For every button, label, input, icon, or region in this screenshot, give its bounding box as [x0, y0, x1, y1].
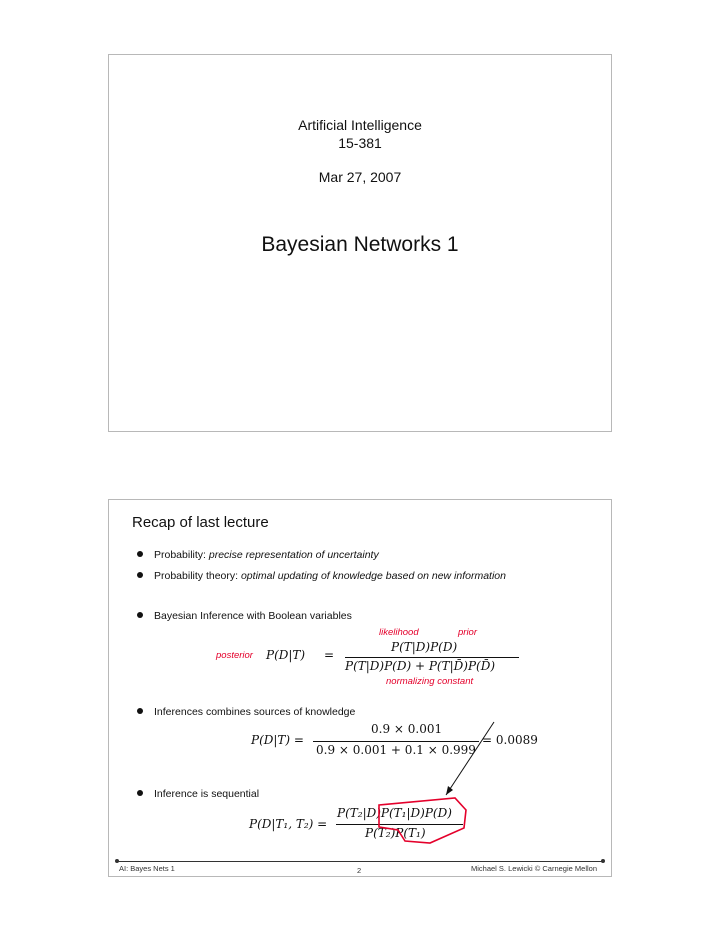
prior-label: prior [458, 627, 478, 638]
eq2-numerator: 0.9 × 0.001 [371, 722, 443, 736]
highlight-outline [379, 798, 466, 843]
eq1-numerator: P(T|D)P(D) [391, 640, 458, 654]
eq3-denominator: P(T₂)P(T₁) [365, 826, 426, 840]
arrow-line [446, 722, 494, 795]
eq1-equals: = [324, 648, 335, 662]
slide-title: Bayesian Networks 1 [261, 233, 459, 256]
title-slide [108, 54, 612, 432]
bullet-probability: Probability: precise representation of uncertainty [137, 549, 379, 561]
footer-rule [117, 861, 603, 862]
arrow-head-icon [446, 786, 453, 795]
footer-right: Michael S. Lewicki © Carnegie Mellon [471, 864, 597, 873]
footer-dot-right [601, 859, 605, 863]
eq1-denominator: P(T|D)P(D) + P(T|D̄)P(D̄) [345, 659, 496, 673]
bullet-probability-theory: Probability theory: optimal updating of knowledge based on new information [137, 570, 506, 582]
bullet-sequential: Inference is sequential [137, 788, 259, 800]
course-number: 15-381 [338, 135, 382, 151]
recap-slide [108, 499, 612, 877]
eq2-lhs: P(D|T) = [251, 733, 304, 747]
page-number: 2 [357, 866, 362, 875]
eq2-result: = 0.0089 [482, 733, 538, 747]
lecture-date: Mar 27, 2007 [318, 169, 402, 185]
eq2-denominator: 0.9 × 0.001 + 0.1 × 0.999 [316, 743, 476, 757]
eq3-lhs: P(D|T₁, T₂) = [249, 817, 328, 831]
annotation-overlay [109, 500, 613, 878]
normalizing-constant-label: normalizing constant [386, 676, 474, 687]
posterior-label: posterior [216, 650, 253, 661]
bullet-combines-knowledge: Inferences combines sources of knowledge [137, 706, 355, 718]
eq3-numerator: P(T₂|D)P(T₁|D)P(D) [337, 806, 452, 820]
slide-heading: Recap of last lecture [132, 514, 269, 531]
footer-left: AI: Bayes Nets 1 [119, 864, 175, 873]
bullet-bayesian-inference: Bayesian Inference with Boolean variables [137, 610, 352, 622]
eq1-lhs: P(D|T) [266, 648, 306, 662]
likelihood-label: likelihood [379, 627, 419, 638]
course-name: Artificial Intelligence [298, 117, 422, 133]
